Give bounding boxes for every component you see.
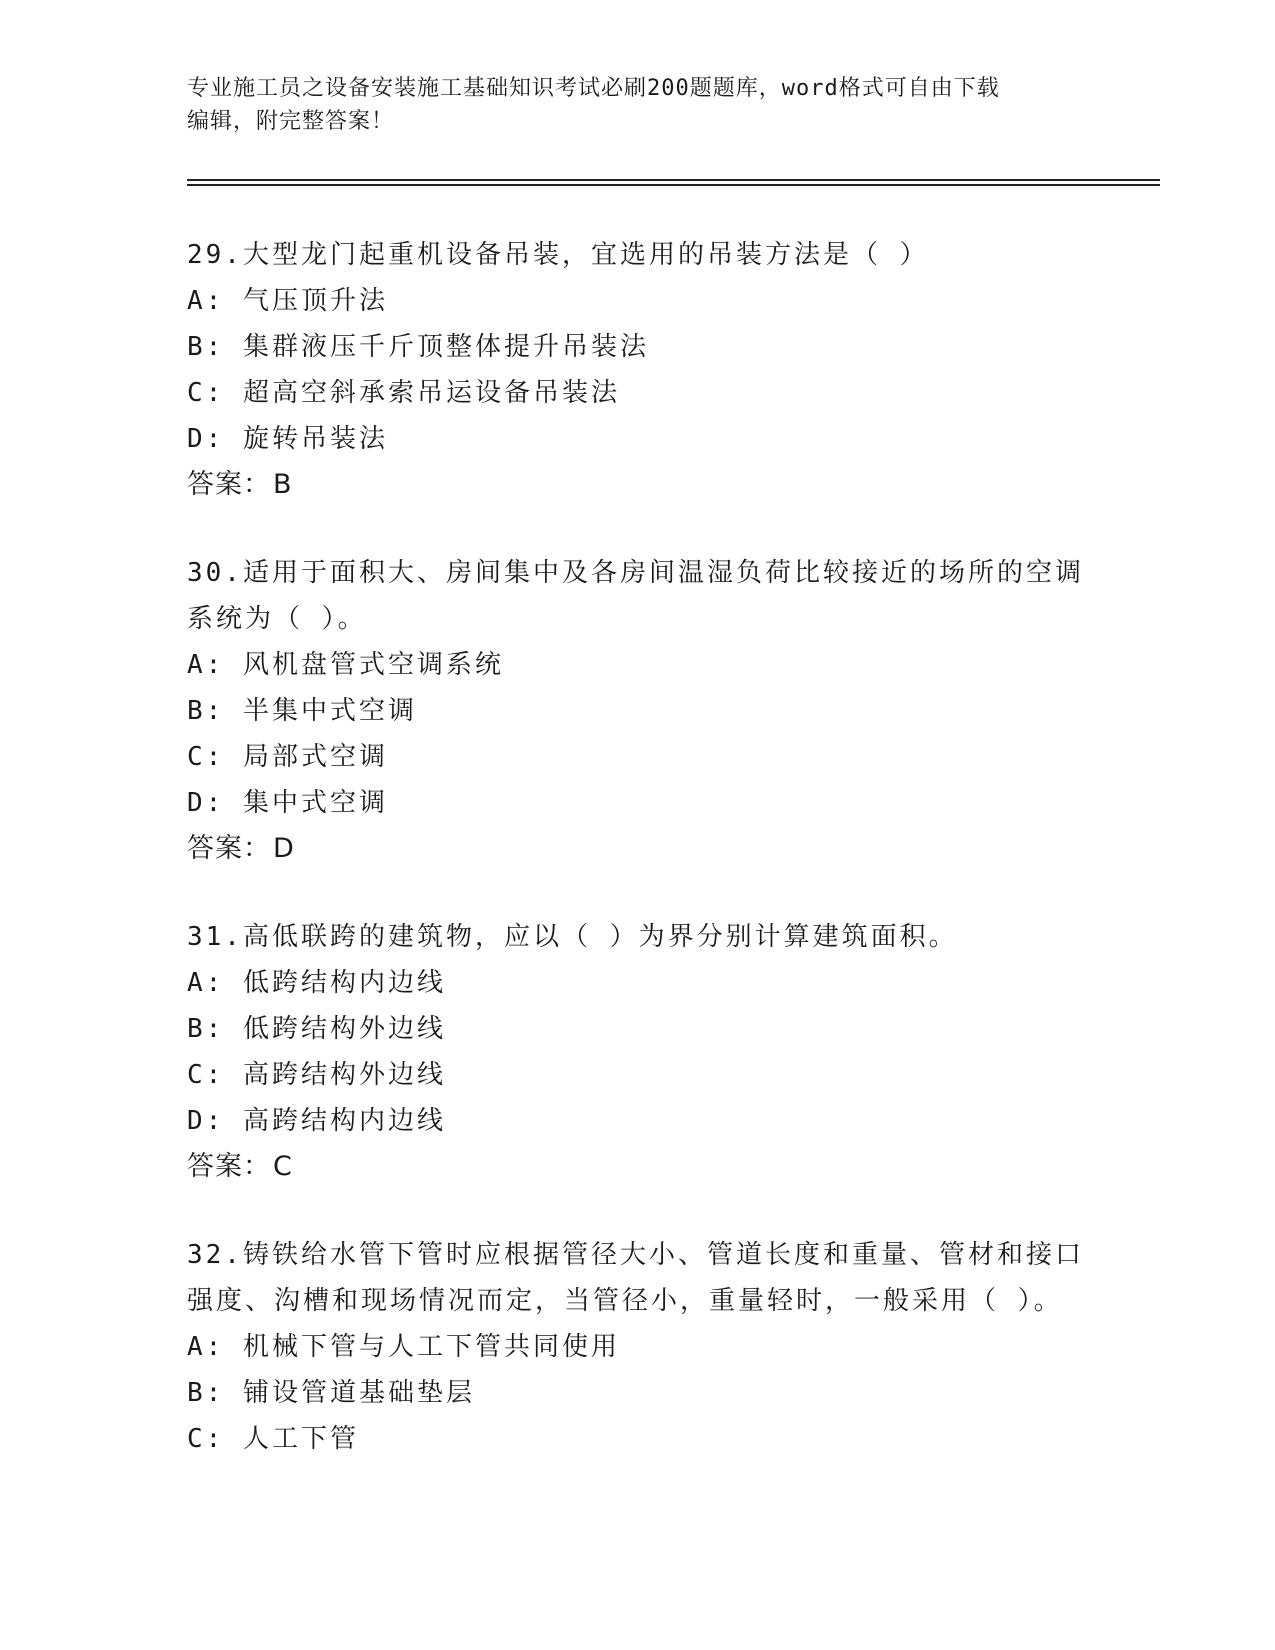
- answer-value: C: [273, 1151, 293, 1182]
- option-a: A: 机械下管与人工下管共同使用: [187, 1332, 620, 1362]
- question-31: [187, 914, 1087, 1190]
- question-stem: 32.铸铁给水管下管时应根据管径大小、管道长度和重量、管材和接口: [187, 1240, 1084, 1270]
- option-b: B: 集群液压千斤顶整体提升吊装法: [187, 332, 649, 362]
- option-d: D: 旋转吊装法: [187, 424, 388, 454]
- question-stem-continued: 强度、沟槽和现场情况而定，当管径小，重量轻时，一般采用（ ）。: [187, 1286, 1063, 1316]
- document-header: [187, 72, 1067, 138]
- question-32: [187, 1232, 1087, 1462]
- question-stem: 30.适用于面积大、房间集中及各房间温湿负荷比较接近的场所的空调: [187, 558, 1084, 588]
- header-line-2: 编辑，附完整答案！: [187, 109, 395, 134]
- option-d: D: 集中式空调: [187, 788, 388, 818]
- question-stem: 29.大型龙门起重机设备吊装，宜选用的吊装方法是（ ）: [187, 240, 929, 270]
- option-a: A: 气压顶升法: [187, 286, 388, 316]
- header-line-1: 专业施工员之设备安装施工基础知识考试必刷200题题库，word格式可自由下载: [187, 76, 1000, 101]
- header-divider-top: [187, 179, 1160, 181]
- option-d: D: 高跨结构内边线: [187, 1106, 446, 1136]
- option-a: A: 低跨结构内边线: [187, 968, 446, 998]
- option-b: B: 半集中式空调: [187, 696, 417, 726]
- question-30: [187, 550, 1087, 872]
- option-c: C: 人工下管: [187, 1424, 359, 1454]
- answer-value: D: [273, 833, 295, 864]
- question-list: [187, 232, 1087, 1504]
- answer-line: [187, 826, 1087, 872]
- option-c: C: 局部式空调: [187, 742, 388, 772]
- answer-label: 答案：: [187, 1151, 271, 1182]
- answer-line: [187, 462, 1087, 508]
- option-c: C: 超高空斜承索吊运设备吊装法: [187, 378, 620, 408]
- option-b: B: 低跨结构外边线: [187, 1014, 446, 1044]
- option-c: C: 高跨结构外边线: [187, 1060, 446, 1090]
- answer-value: B: [273, 469, 293, 500]
- question-29: [187, 232, 1087, 508]
- answer-label: 答案：: [187, 469, 271, 500]
- header-divider-bottom: [187, 184, 1160, 186]
- answer-label: 答案：: [187, 833, 271, 864]
- option-b: B: 铺设管道基础垫层: [187, 1378, 475, 1408]
- question-stem-continued: 系统为（ ）。: [187, 604, 367, 634]
- question-stem: 31.高低联跨的建筑物，应以（ ）为界分别计算建筑面积。: [187, 922, 958, 952]
- option-a: A: 风机盘管式空调系统: [187, 650, 504, 680]
- answer-line: [187, 1144, 1087, 1190]
